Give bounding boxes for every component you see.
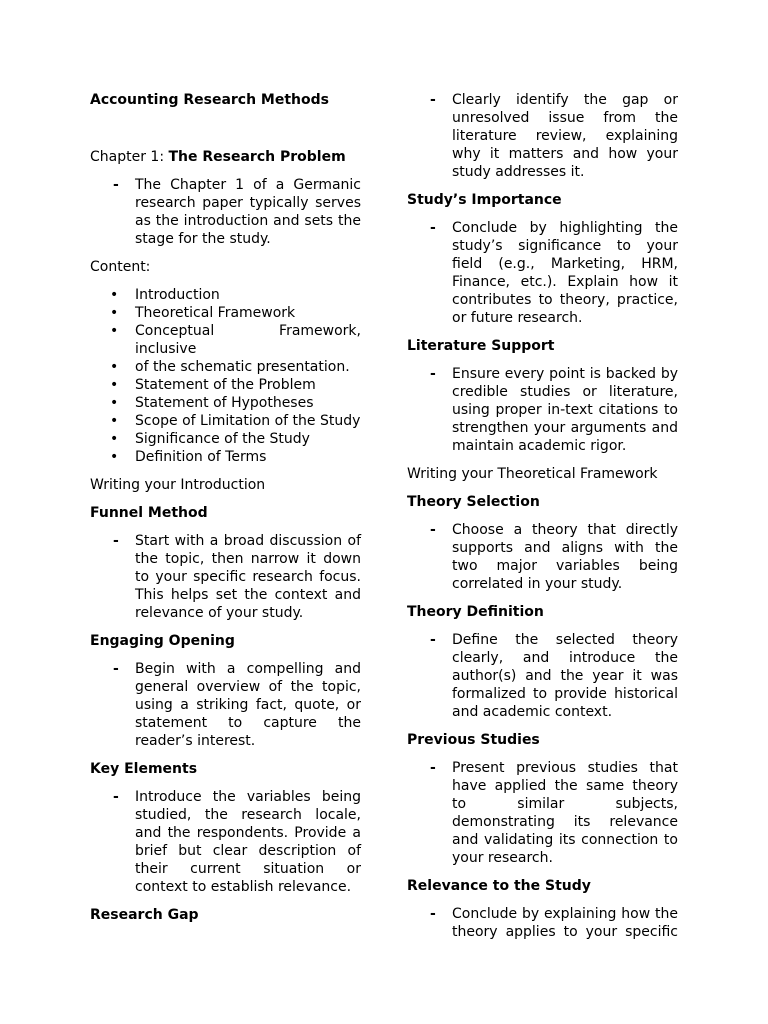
list-item: • Significance of the Study (110, 431, 310, 447)
dash-marker: - (430, 220, 436, 236)
section-heading: Funnel Method (90, 505, 208, 521)
dash-marker: - (430, 92, 436, 108)
bullet-marker: • (110, 431, 119, 447)
chapter-description-item (90, 176, 361, 248)
list-item: • Conceptual Framework, inclusive (110, 323, 361, 357)
dash-marker: - (430, 366, 436, 382)
section-heading: Study’s Importance (407, 192, 562, 208)
section-body-item (90, 788, 361, 896)
right-column (407, 91, 678, 941)
dash-marker: - (113, 533, 119, 549)
section-body-item (90, 532, 361, 622)
bullet-marker: • (110, 305, 119, 321)
section-heading: Literature Support (407, 338, 555, 354)
list-item: • Statement of Hypotheses (110, 395, 314, 411)
content-label: Content: (90, 259, 151, 275)
section-body: Conclude by highlighting the study’s significance to your field (e.g., Marketing, HRM, Finance, etc.). Explain how it contributes to theory, practice, or future research. (452, 220, 678, 326)
section-body-item (407, 365, 678, 455)
intro-section-label: Writing your Introduction (90, 477, 266, 493)
section-body: Introduce the variables being studied, the research locale, and the respondents. Provide a brief but clear description of their current situation or context to establish relevance. (135, 789, 361, 895)
section-heading: Previous Studies (407, 732, 540, 748)
section-body: Present previous studies that have applied the same theory to similar subjects, demonstrating its relevance and validating its connection to your research. (452, 760, 678, 866)
section-body-item (90, 660, 361, 750)
dash-marker: - (430, 760, 436, 776)
section-body: Ensure every point is backed by credible studies or literature, using proper in-text citations to strengthen your arguments and maintain academic rigor. (452, 366, 678, 454)
bullet-marker: • (110, 449, 119, 465)
section-body: Define the selected theory clearly, and introduce the author(s) and the year it was formalized to provide historical and academic context. (452, 632, 678, 720)
list-item: • Introduction (110, 287, 220, 303)
section-heading: Engaging Opening (90, 633, 235, 649)
section-heading: Key Elements (90, 761, 198, 777)
content-list (90, 286, 361, 466)
section-heading: Relevance to the Study (407, 878, 591, 894)
left-column (90, 91, 361, 934)
dash-marker: - (430, 632, 436, 648)
section-body-item (407, 219, 678, 327)
section-body-item (407, 631, 678, 721)
dash-marker: - (430, 522, 436, 538)
dash-marker: - (430, 906, 436, 922)
section-heading: Research Gap (90, 907, 199, 923)
chapter-description: The Chapter 1 of a Germanic research paper typically serves as the introduction and sets the stage for the study. (135, 177, 361, 247)
section-body: Start with a broad discussion of the topic, then narrow it down to your specific research focus. This helps set the context and relevance of your study. (135, 533, 361, 621)
dash-marker: - (113, 661, 119, 677)
dash-marker: - (113, 789, 119, 805)
section-heading: Theory Definition (407, 604, 544, 620)
list-item: • Statement of the Problem (110, 377, 316, 393)
section-body: Clearly identify the gap or unresolved issue from the literature review, explaining why it matters and how your study addresses it. (452, 92, 678, 180)
section-body: Conclude by explaining how the theory applies to your specific (452, 906, 678, 940)
chapter-title: The Research Problem (168, 149, 346, 165)
bullet-marker: • (110, 395, 119, 411)
document-title: Accounting Research Methods (90, 92, 329, 108)
section-body: Choose a theory that directly supports and aligns with the two major variables being correlated in your study. (452, 522, 678, 592)
list-item: • Theoretical Framework (110, 305, 296, 321)
list-item: • of the schematic presentation. (110, 359, 350, 375)
section-body-item (407, 521, 678, 593)
chapter-heading (90, 148, 361, 166)
section-heading: Theory Selection (407, 494, 540, 510)
bullet-marker: • (110, 377, 119, 393)
list-item: • Definition of Terms (110, 449, 267, 465)
list-item: • Scope of Limitation of the Study (110, 413, 361, 429)
bullet-marker: • (110, 323, 119, 339)
bullet-marker: • (110, 287, 119, 303)
bullet-marker: • (110, 359, 119, 375)
theory-section-label: Writing your Theoretical Framework (407, 466, 658, 482)
section-body-item (407, 759, 678, 867)
dash-marker: - (113, 177, 119, 193)
bullet-marker: • (110, 413, 119, 429)
chapter-prefix: Chapter 1: (90, 149, 169, 165)
section-body-item (407, 91, 678, 181)
section-body-item (407, 905, 678, 941)
section-body: Begin with a compelling and general overview of the topic, using a striking fact, quote, or statement to capture the reader’s interest. (135, 661, 361, 749)
